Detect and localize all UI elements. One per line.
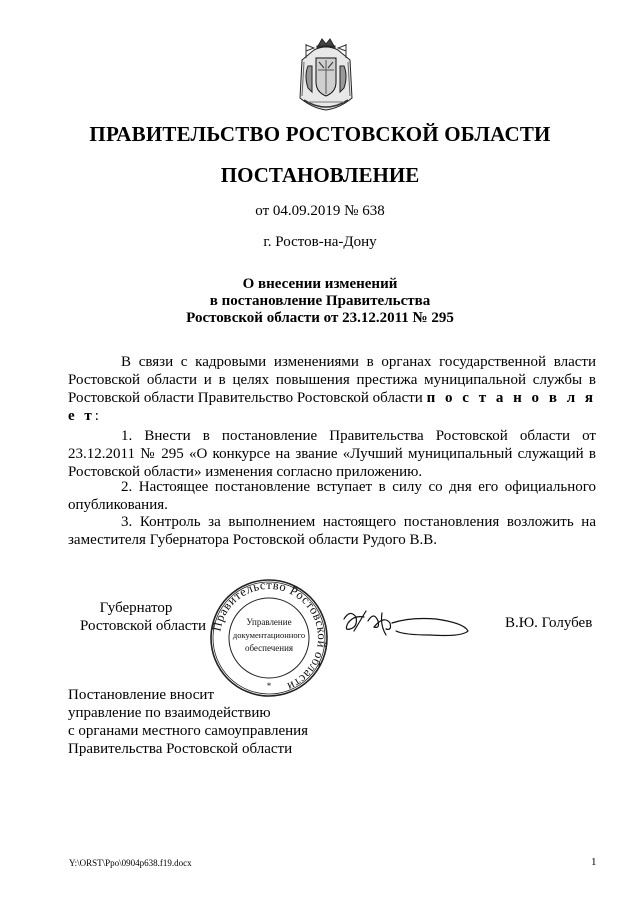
document-type-heading: ПОСТАНОВЛЕНИЕ xyxy=(220,163,420,187)
stamp-inner-line-2: документационного xyxy=(232,630,306,640)
note-line-3: с органами местного самоуправления xyxy=(68,723,309,739)
item-2-paragraph: 2. Настоящее постановление вступает в силу со дня его официального опубликования. xyxy=(68,479,596,513)
subject-line-1: О внесении изменений xyxy=(242,276,398,292)
official-stamp xyxy=(208,577,330,699)
preamble-paragraph xyxy=(68,353,596,425)
signatory-position-line-1: Губернатор xyxy=(99,600,173,616)
item-1-paragraph: 1. Внести в постановление Правительства Ростовской области от 23.12.2011 № 295 «О конкурсе на звание «Лучший муниципальный служащий в Ростовской области» изменения согласно приложению. xyxy=(68,428,596,480)
stamp-inner-line-1: Управление xyxy=(246,617,292,627)
note-line-1: Постановление вносит xyxy=(68,687,215,703)
footer-page-number: 1 xyxy=(591,856,597,868)
coat-of-arms-emblem xyxy=(294,36,358,114)
submitted-by-note xyxy=(68,686,388,758)
note-line-2: управление по взаимодействию xyxy=(68,705,271,721)
subject-line-2: в постановление Правительства xyxy=(209,293,431,309)
preamble-colon: : xyxy=(94,408,99,424)
stamp-inner-line-3: обеспечения xyxy=(244,643,294,653)
signatory-position xyxy=(66,599,206,635)
stamp-outer-text: Правительство Ростовской области xyxy=(209,577,330,695)
preamble-text: В связи с кадровыми изменениями в органах государственной власти Ростовской области и в целях повышения престижа муниципальной службы в Ростовской области Правительство Ростовской области xyxy=(68,354,596,406)
footer-file-path: Y:\ORST\Ppo\0904p638.f19.docx xyxy=(69,858,192,868)
item-3-paragraph: 3. Контроль за выполнением настоящего постановления возложить на заместителя Губернатора Ростовской области Рудого В.В. xyxy=(68,514,596,548)
handwritten-signature xyxy=(340,605,470,641)
subject-line-3: Ростовской области от 23.12.2011 № 295 xyxy=(186,310,454,326)
note-line-4: Правительства Ростовской области xyxy=(68,741,293,757)
stamp-star-icon: * xyxy=(266,681,272,691)
document-city: г. Ростов-на-Дону xyxy=(263,234,377,250)
decree-word: п о с т а н о в л я е т xyxy=(68,390,596,424)
document-subject xyxy=(0,276,640,327)
document-date-number: от 04.09.2019 № 638 xyxy=(255,203,385,219)
signatory-position-line-2: Ростовской области xyxy=(80,618,206,634)
organization-title: ПРАВИТЕЛЬСТВО РОСТОВСКОЙ ОБЛАСТИ xyxy=(89,122,551,146)
signatory-name: В.Ю. Голубев xyxy=(505,615,593,631)
